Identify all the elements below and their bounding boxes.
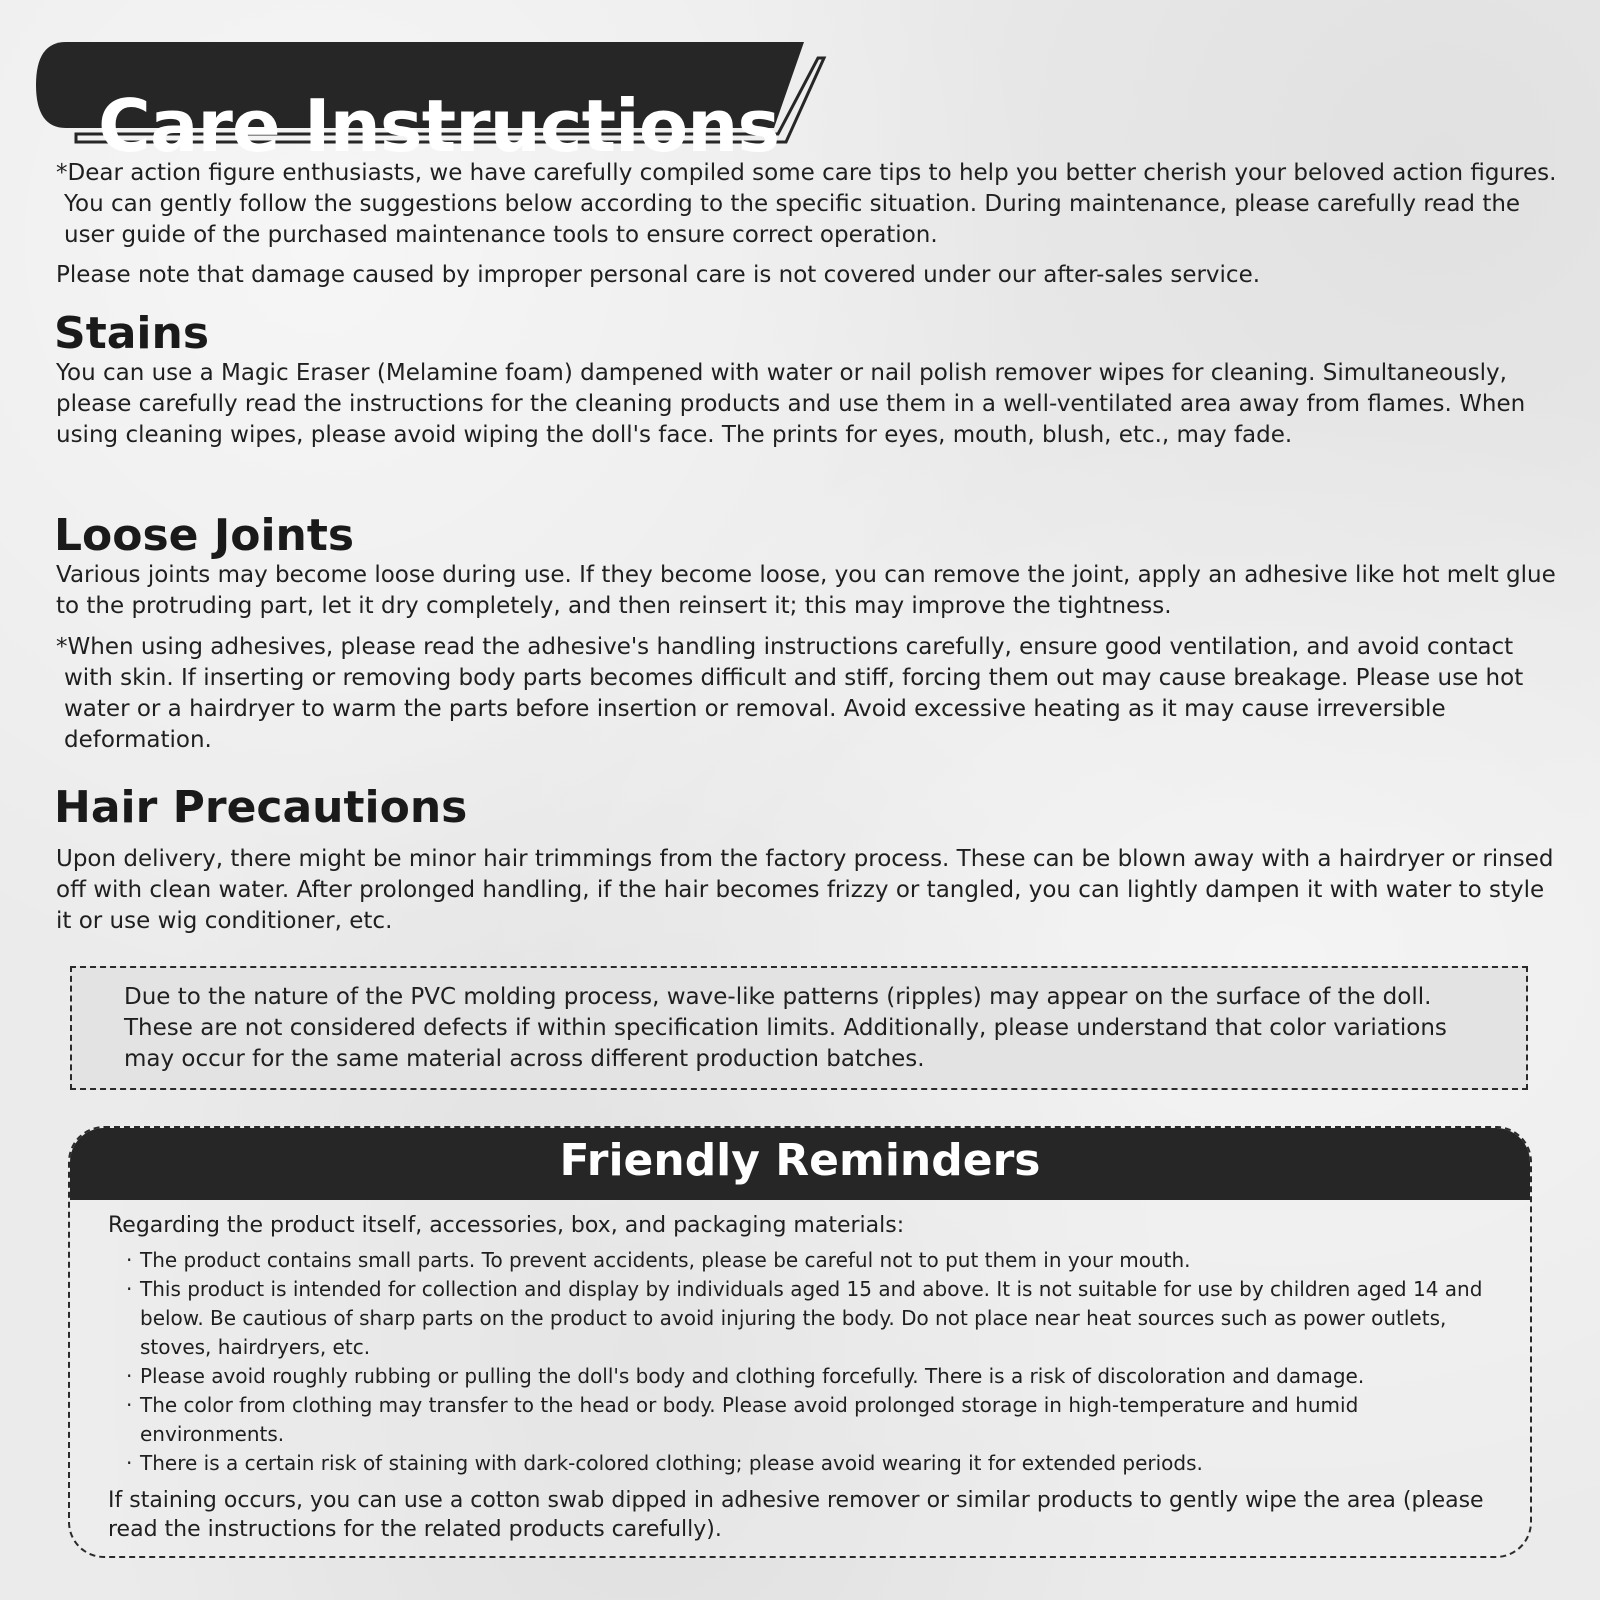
loose-joints-note: *When using adhesives, please read the adhesive's handling instructions carefully, ensure good ventilation, and avoid contact with skin. If inserting or removing body parts becomes difficult and stiff, forcing them out may cause breakage. Please use hot water or a hairdryer to warm the parts before insertion or removal. Avoid excessive heating as it may cause irreversible deformation. — [56, 634, 1524, 753]
hair-body: Upon delivery, there might be minor hair trimmings from the factory process. These can be blown away with a hairdryer or rinsed off with clean water. After prolonged handling, if the hair becomes frizzy or tangled, you can lightly dampen it with water to style it or use wig conditioner, etc. — [56, 846, 1554, 934]
reminders-list — [108, 1246, 1488, 1478]
list-item — [108, 1391, 1488, 1449]
reminder-text: There is a certain risk of staining with dark-colored clothing; please avoid wearing it for extended periods. — [140, 1451, 1203, 1475]
list-item — [108, 1362, 1488, 1391]
reminder-text: This product is intended for collection and display by individuals aged 15 and above. It is not suitable for use by children aged 14 and below. Be cautious of sharp parts on the product to avoid injuring the body. Do not place near heat sources such as power outlets, stoves, hairdryers, etc. — [140, 1277, 1483, 1359]
loose-joints-heading: Loose Joints — [54, 510, 355, 561]
reminder-text: Please avoid roughly rubbing or pulling the doll's body and clothing forcefully. There is a risk of discoloration and damage. — [140, 1364, 1365, 1388]
friendly-reminders-header — [70, 1128, 1530, 1200]
list-item — [108, 1275, 1488, 1362]
friendly-reminders-title: Friendly Reminders — [559, 1135, 1041, 1186]
bullet-icon: · — [126, 1393, 133, 1417]
list-item — [108, 1449, 1488, 1478]
bullet-icon: · — [126, 1248, 133, 1272]
bullet-icon: · — [126, 1277, 133, 1301]
reminder-text: The product contains small parts. To prevent accidents, please be careful not to put them in your mouth. — [140, 1248, 1191, 1272]
bullet-icon: · — [126, 1451, 133, 1475]
friendly-reminders-panel — [68, 1126, 1532, 1558]
page-title: Care Instructions — [98, 84, 780, 169]
title-banner — [36, 40, 846, 169]
pvc-notice-text: Due to the nature of the PVC molding process, wave-like patterns (ripples) may appear on the surface of the doll. These are not considered defects if within specification limits. Additionally, please understand that color variations may occur for the same material across different production batches. — [124, 984, 1447, 1072]
bullet-icon: · — [126, 1364, 133, 1388]
reminder-text: The color from clothing may transfer to the head or body. Please avoid prolonged storage in high-temperature and humid environments. — [140, 1393, 1359, 1446]
list-item — [108, 1246, 1488, 1275]
pvc-notice-box — [70, 966, 1528, 1090]
stains-body: You can use a Magic Eraser (Melamine foam) dampened with water or nail polish remover wipes for cleaning. Simultaneously, please carefully read the instructions for the cleaning products and use them in a well-ventilated area away from flames. When using cleaning wipes, please avoid wiping the doll's face. The prints for eyes, mouth, blush, etc., may fade. — [56, 360, 1526, 448]
after-sales-note: Please note that damage caused by improper personal care is not covered under our after-sales service. — [56, 262, 1261, 288]
intro-paragraph: *Dear action figure enthusiasts, we have carefully compiled some care tips to help you better cherish your beloved action figures. You can gently follow the suggestions below according to the specific situation. During maintenance, please carefully read the user guide of the purchased maintenance tools to ensure correct operation. — [56, 160, 1557, 248]
reminders-outro: If staining occurs, you can use a cotton swab dipped in adhesive remover or similar products to gently wipe the area (please read the instructions for the related products carefully). — [108, 1488, 1484, 1542]
reminders-intro: Regarding the product itself, accessories, box, and packaging materials: — [108, 1213, 905, 1238]
loose-joints-body: Various joints may become loose during use. If they become loose, you can remove the joint, apply an adhesive like hot melt glue to the protruding part, let it dry completely, and then reinsert it; this may improve the tightness. — [56, 562, 1556, 619]
hair-heading: Hair Precautions — [54, 782, 468, 833]
stains-heading: Stains — [54, 308, 210, 359]
